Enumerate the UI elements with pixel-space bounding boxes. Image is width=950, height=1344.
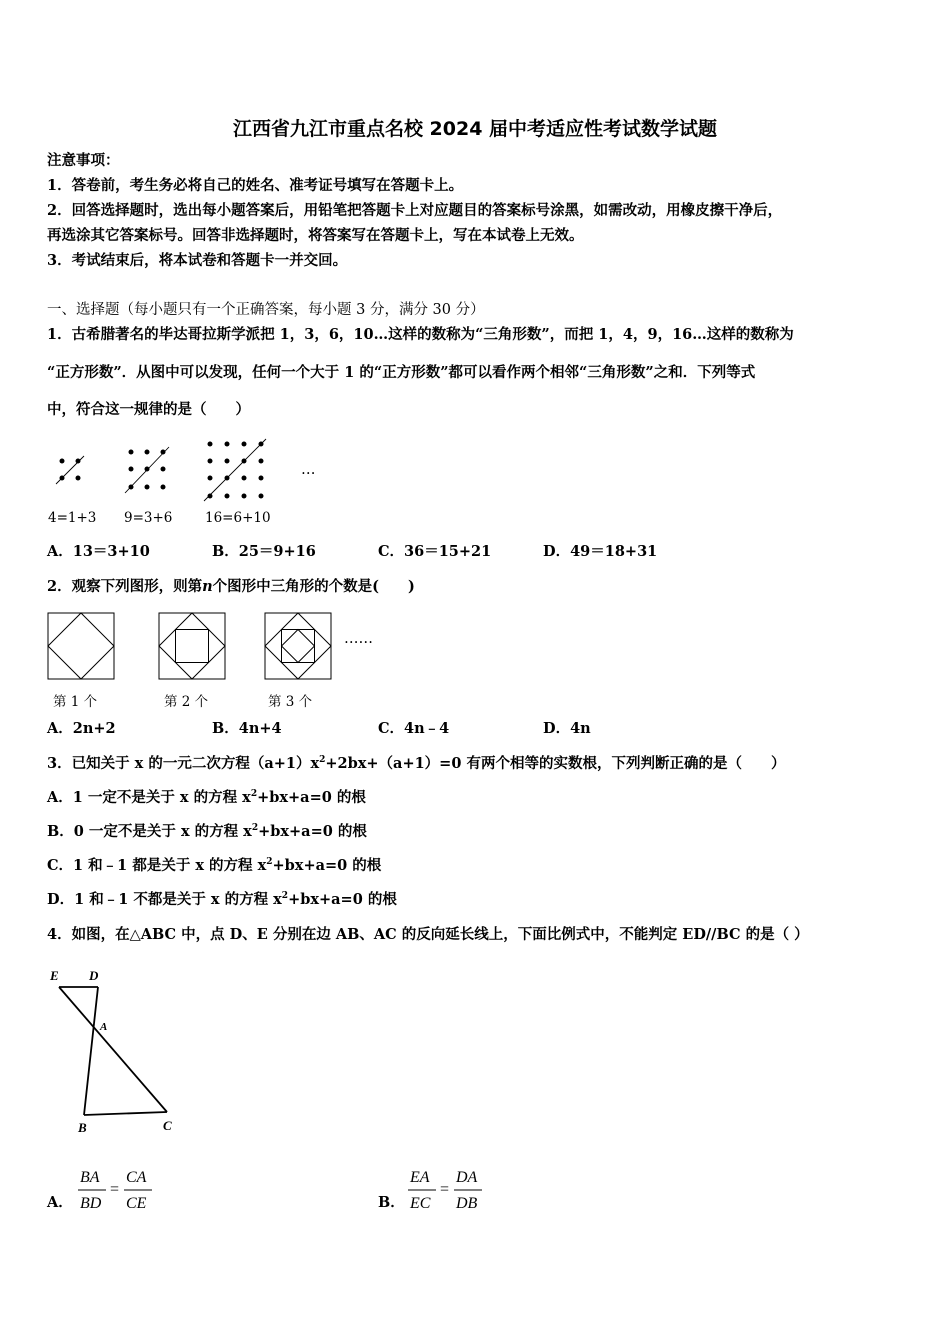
point-label-a: A xyxy=(100,1021,108,1033)
q1-stem-line: 1．古希腊著名的毕达哥拉斯学派把 1，3，6，10…这样的数称为“三角形数”，而把 1，4，9，16…这样的数称为 xyxy=(47,326,794,343)
q2-option-d: D．4n xyxy=(543,720,591,737)
q1-figure-ellipsis: … xyxy=(301,462,316,478)
denominator: BD xyxy=(80,1195,102,1212)
q2-option-a: A．2n+2 xyxy=(47,720,116,737)
q1-stem-line: 中，符合这一规律的是（ ） xyxy=(47,401,250,418)
q3-option-a: A．1 一定不是关于 x 的方程 $x^2+bx+a=0$ 的根 xyxy=(47,789,366,806)
denominator: CE xyxy=(126,1195,147,1212)
q4-option-a-label: A． xyxy=(47,1194,73,1211)
page-title: 江西省九江市重点名校 2024 届中考适应性考试数学试题 xyxy=(232,118,718,140)
point-label-c: C xyxy=(163,1118,172,1133)
point-label-d: D xyxy=(89,968,99,983)
q3-stem: 3．已知关于 x 的一元二次方程$(a+1)x^2+2bx+(a+1)=0$ 有两个相等的实数根，下列判断正确的是（ ） xyxy=(47,755,786,772)
point-label-b: B xyxy=(78,1120,87,1135)
q4-option-b-label: B． xyxy=(378,1194,405,1211)
denominator: EC xyxy=(410,1195,431,1212)
notice-heading: 注意事项： xyxy=(47,152,120,169)
point-label-e: E xyxy=(50,968,59,983)
notice-item: 再选涂其它答案标号。回答非选择题时，将答案写在答题卡上，写在本试卷上无效。 xyxy=(47,227,584,244)
q1-option-d: D．49＝18+31 xyxy=(543,543,658,560)
numerator: CA xyxy=(126,1169,147,1186)
q1-option-c: C．36＝15+21 xyxy=(378,543,492,560)
notice-item: 2．回答选择题时，选出每小题答案后，用铅笔把答题卡上对应题目的答案标号涂黑，如需改动，用橡皮擦干净后， xyxy=(47,202,783,219)
q1-option-a: A．13＝3+10 xyxy=(47,543,150,560)
q3-option-d: D．1 和﹣1 不都是关于 x 的方程 $x^2+bx+a=0$ 的根 xyxy=(47,891,397,908)
section-heading: 一、选择题（每小题只有一个正确答案，每小题 3 分，满分 30 分） xyxy=(47,302,485,318)
q2-figure-caption: 第 2 个 xyxy=(164,694,209,710)
q1-figure-caption: 9=3+6 xyxy=(124,510,173,526)
q1-stem-line: “正方形数”．从图中可以发现，任何一个大于 1 的“正方形数”都可以看作两个相邻“三角形数”之和．下列等式 xyxy=(47,364,756,381)
equals-sign: = xyxy=(110,1181,120,1198)
q2-option-c: C．4n﹣4 xyxy=(378,720,450,737)
q2-figure-caption: 第 3 个 xyxy=(268,694,313,710)
q3-option-b: B．0 一定不是关于 x 的方程 $x^2+bx+a=0$ 的根 xyxy=(47,823,367,840)
equals-sign: = xyxy=(440,1181,450,1198)
q2-option-b: B．4n+4 xyxy=(212,720,282,737)
q2-figure-caption: 第 1 个 xyxy=(53,694,98,710)
notice-item: 3．考试结束后，将本试卷和答题卡一并交回。 xyxy=(47,252,348,269)
q2-figure-ellipsis: …… xyxy=(344,631,373,647)
numerator: EA xyxy=(410,1169,430,1186)
q4-stem: 4．如图，在△ABC 中，点 D、E 分别在边 AB、AC 的反向延长线上，下面比例式中，不能判定 ED//BC 的是（ ） xyxy=(47,926,809,943)
q1-option-b: B．25＝9+16 xyxy=(212,543,316,560)
denominator: DB xyxy=(456,1195,478,1212)
q1-figure-caption: 16=6+10 xyxy=(205,510,271,526)
q3-option-c: C．1 和﹣1 都是关于 x 的方程 $x^2+bx+a=0$ 的根 xyxy=(47,857,382,874)
notice-item: 1．答卷前，考生务必将自己的姓名、准考证号填写在答题卡上。 xyxy=(47,177,464,194)
q1-figure-caption: 4=1+3 xyxy=(48,510,97,526)
q2-stem: 2．观察下列图形，则第n个图形中三角形的个数是( ) xyxy=(47,578,415,595)
numerator: DA xyxy=(456,1169,478,1186)
numerator: BA xyxy=(80,1169,100,1186)
